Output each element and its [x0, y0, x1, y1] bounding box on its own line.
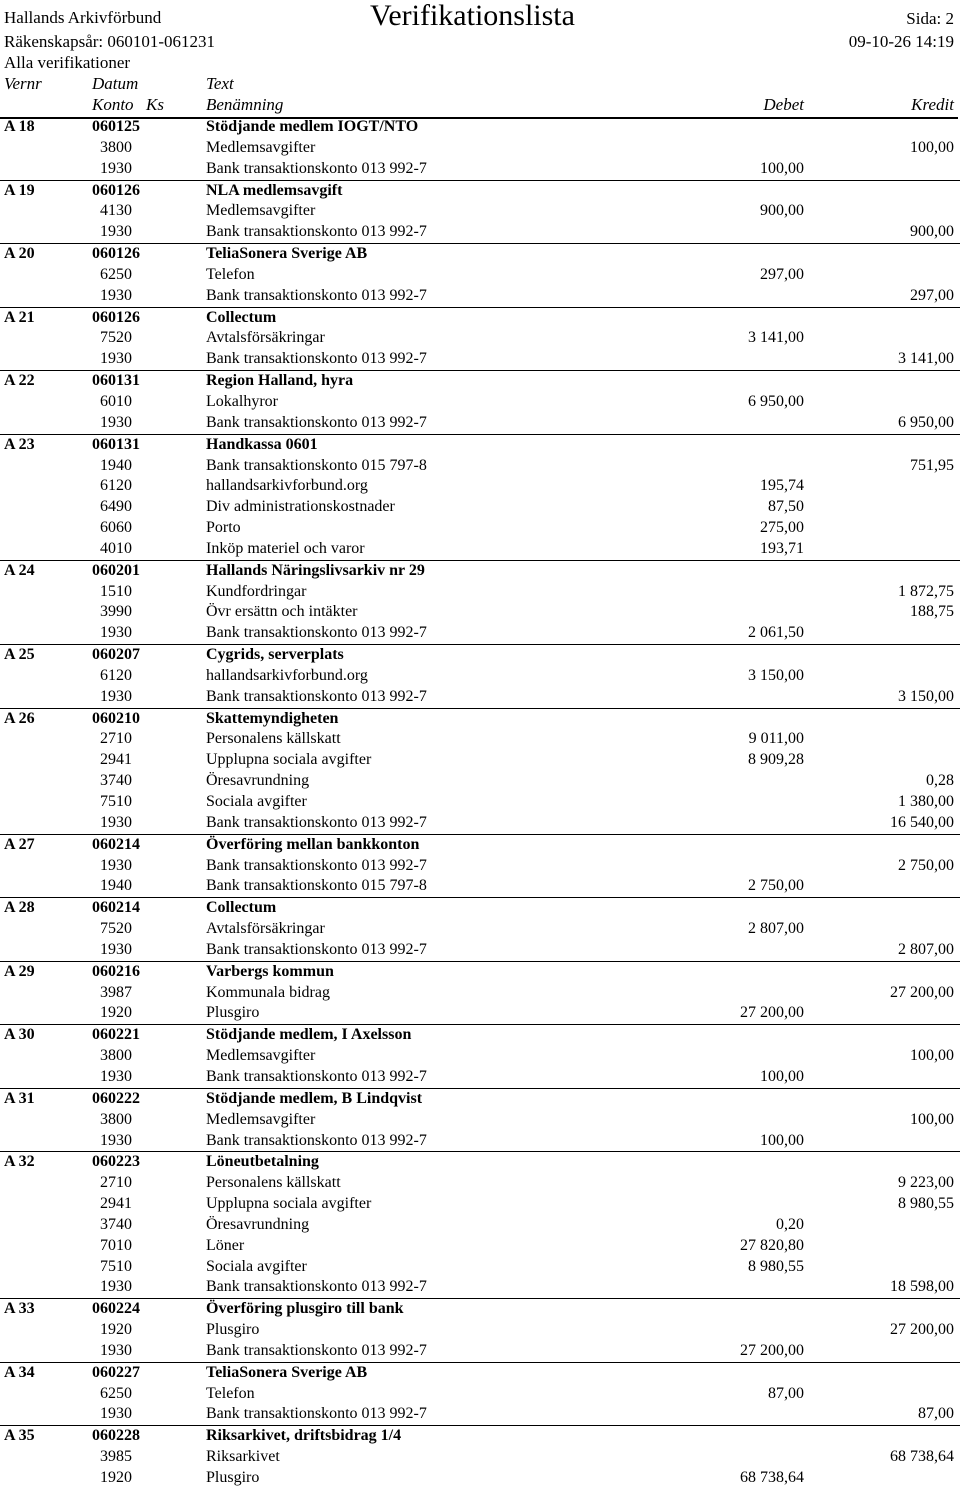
- account-name: Övr ersättn och intäkter: [206, 603, 358, 621]
- account-name: Bank transaktionskonto 013 992-7: [206, 687, 427, 705]
- verification-header-row: [0, 1089, 960, 1110]
- debet-amount: 8 980,55: [748, 1257, 804, 1275]
- verification-date: 060214: [92, 899, 140, 917]
- kredit-amount: 751,95: [910, 456, 954, 474]
- verification-number: A 30: [4, 1026, 35, 1044]
- transaction-row: [0, 602, 960, 623]
- verification-header-row: [0, 244, 960, 265]
- kredit-amount: 3 150,00: [898, 687, 954, 705]
- account-name: Bank transaktionskonto 013 992-7: [206, 940, 427, 958]
- account-name: Telefon: [206, 1384, 255, 1402]
- account-number: 7520: [100, 329, 132, 347]
- account-number: 1930: [100, 856, 132, 874]
- transaction-row: [0, 1468, 960, 1489]
- debet-amount: 2 750,00: [748, 877, 804, 895]
- transaction-row: [0, 1067, 960, 1088]
- print-timestamp: 09-10-26 14:19: [848, 32, 954, 51]
- kredit-amount: 27 200,00: [890, 1321, 954, 1339]
- account-number: 1930: [100, 1067, 132, 1085]
- account-number: 3740: [100, 1215, 132, 1233]
- verification-header-row: [0, 1152, 960, 1173]
- transaction-row: [0, 286, 960, 307]
- kredit-amount: 16 540,00: [890, 813, 954, 831]
- account-number: 1930: [100, 813, 132, 831]
- account-number: 1930: [100, 413, 132, 431]
- transaction-row: [0, 687, 960, 708]
- verification-number: A 21: [4, 308, 35, 326]
- verification-text: Cygrids, serverplats: [206, 646, 344, 664]
- verification-text: Collectum: [206, 899, 277, 917]
- kredit-amount: 1 380,00: [898, 793, 954, 810]
- verification-block: [0, 1024, 960, 1088]
- transaction-row: [0, 856, 960, 877]
- transaction-row: [0, 1341, 960, 1362]
- account-name: Inköp materiel och varor: [206, 539, 365, 557]
- verification-header-row: [0, 835, 960, 856]
- account-name: Bank transaktionskonto 013 992-7: [206, 1278, 427, 1296]
- transaction-row: [0, 456, 960, 477]
- verification-date: 060224: [92, 1300, 140, 1318]
- account-number: 3800: [100, 1047, 132, 1065]
- column-header-benamning: Benämning: [206, 95, 284, 114]
- verification-text: Stödjande medlem, B Lindqvist: [206, 1089, 423, 1107]
- verification-block: [0, 1425, 960, 1489]
- account-number: 6010: [100, 392, 132, 410]
- verification-header-row: [0, 645, 960, 666]
- account-number: 1930: [100, 1405, 132, 1423]
- account-number: 1510: [100, 582, 132, 600]
- debet-amount: 6 950,00: [748, 392, 804, 410]
- verification-text: Region Halland, hyra: [206, 372, 354, 390]
- debet-amount: 195,74: [760, 477, 804, 495]
- transaction-row: [0, 1384, 960, 1405]
- transaction-row: [0, 1194, 960, 1215]
- account-number: 6120: [100, 666, 132, 684]
- transaction-row: [0, 813, 960, 834]
- account-name: Bank transaktionskonto 013 992-7: [206, 413, 427, 431]
- verification-number: A 23: [4, 435, 35, 453]
- kredit-amount: 2 750,00: [898, 856, 954, 874]
- verification-text: Stödjande medlem IOGT/NTO: [206, 118, 419, 135]
- verification-text: Stödjande medlem, I Axelsson: [206, 1026, 412, 1044]
- transaction-row: [0, 497, 960, 518]
- verification-date: 060201: [92, 561, 140, 579]
- account-number: 1930: [100, 1278, 132, 1296]
- verification-date: 060126: [92, 181, 140, 199]
- debet-amount: 9 011,00: [748, 730, 804, 748]
- kredit-amount: 27 200,00: [890, 983, 954, 1001]
- account-name: Bank transaktionskonto 013 992-7: [206, 1341, 427, 1359]
- account-number: 1920: [100, 1321, 132, 1339]
- account-number: 6490: [100, 498, 132, 516]
- account-number: 1930: [100, 687, 132, 705]
- verification-date: 060223: [92, 1153, 140, 1171]
- verification-block: [0, 243, 960, 307]
- transaction-row: [0, 222, 960, 243]
- verification-header-row: [0, 435, 960, 456]
- debet-amount: 2 061,50: [748, 624, 804, 642]
- page-number: Sida: 2: [906, 9, 954, 28]
- verification-block: [0, 307, 960, 371]
- account-name: Avtalsförsäkringar: [206, 329, 325, 347]
- account-name: hallandsarkivforbund.org: [206, 666, 368, 684]
- account-name: Kommunala bidrag: [206, 983, 330, 1001]
- account-number: 1930: [100, 1131, 132, 1149]
- account-name: Öresavrundning: [206, 1215, 310, 1233]
- verification-header-row: [0, 117, 960, 138]
- account-number: 2941: [100, 1195, 132, 1213]
- column-header-vernr: Vernr: [4, 74, 42, 93]
- verification-number: A 19: [4, 181, 35, 199]
- verification-block: [0, 434, 960, 560]
- verification-date: 060207: [92, 646, 140, 664]
- kredit-amount: 6 950,00: [898, 413, 954, 431]
- verification-header-row: [0, 561, 960, 582]
- account-name: Plusgiro: [206, 1321, 260, 1339]
- account-number: 1940: [100, 877, 132, 895]
- debet-amount: 8 909,28: [748, 751, 804, 769]
- verification-date: 060214: [92, 835, 140, 853]
- verification-number: A 20: [4, 245, 35, 263]
- account-number: 3740: [100, 772, 132, 790]
- verification-text: Handkassa 0601: [206, 435, 318, 453]
- account-name: Medlemsavgifter: [206, 202, 316, 220]
- transaction-row: [0, 919, 960, 940]
- account-name: Bank transaktionskonto 013 992-7: [206, 624, 427, 642]
- verification-block: [0, 708, 960, 834]
- account-number: 2710: [100, 1174, 132, 1192]
- account-name: Plusgiro: [206, 1004, 260, 1022]
- account-name: Riksarkivet: [206, 1448, 280, 1466]
- verification-date: 060228: [92, 1427, 140, 1445]
- account-number: 3800: [100, 138, 132, 156]
- account-name: Upplupna sociala avgifter: [206, 1195, 372, 1213]
- account-name: Bank transaktionskonto 015 797-8: [206, 456, 427, 474]
- kredit-amount: 68 738,64: [890, 1448, 954, 1466]
- transaction-row: [0, 1131, 960, 1152]
- verification-block: [0, 117, 960, 180]
- kredit-amount: 100,00: [910, 1110, 954, 1128]
- account-number: 7010: [100, 1236, 132, 1254]
- verification-date: 060131: [92, 435, 140, 453]
- account-name: Personalens källskatt: [206, 730, 341, 748]
- transaction-row: [0, 159, 960, 180]
- transaction-row: [0, 392, 960, 413]
- verification-number: A 27: [4, 835, 35, 853]
- verification-block: [0, 961, 960, 1025]
- column-header-datum: Datum: [92, 74, 139, 93]
- account-number: 3990: [100, 603, 132, 621]
- kredit-amount: 87,00: [918, 1405, 954, 1423]
- account-number: 1920: [100, 1004, 132, 1022]
- verification-text: Varbergs kommun: [206, 962, 334, 980]
- transaction-row: [0, 138, 960, 159]
- verification-block: [0, 560, 960, 644]
- debet-amount: 27 820,80: [740, 1236, 804, 1254]
- fiscal-year: Räkenskapsår: 060101-061231: [4, 32, 216, 51]
- account-name: Avtalsförsäkringar: [206, 920, 325, 938]
- debet-amount: 193,71: [760, 539, 804, 557]
- transaction-row: [0, 476, 960, 497]
- verification-header-row: [0, 898, 960, 919]
- account-name: Löner: [206, 1236, 245, 1254]
- account-name: Div administrationskostnader: [206, 498, 395, 516]
- transaction-row: [0, 1277, 960, 1298]
- account-number: 3987: [100, 983, 132, 1001]
- verification-text: Skattemyndigheten: [206, 709, 339, 727]
- account-name: Bank transaktionskonto 013 992-7: [206, 856, 427, 874]
- account-number: 6120: [100, 477, 132, 495]
- debet-amount: 0,20: [776, 1215, 804, 1233]
- transaction-row: [0, 940, 960, 961]
- verification-block: [0, 370, 960, 434]
- verification-header-row: [0, 1025, 960, 1046]
- account-name: Sociala avgifter: [206, 793, 307, 810]
- account-number: 1930: [100, 286, 132, 304]
- debet-amount: 27 200,00: [740, 1341, 804, 1359]
- verification-number: A 35: [4, 1427, 35, 1445]
- verification-number: A 29: [4, 962, 35, 980]
- account-name: Bank transaktionskonto 015 797-8: [206, 877, 427, 895]
- verification-header-row: [0, 371, 960, 392]
- account-number: 1930: [100, 1341, 132, 1359]
- verification-text: NLA medlemsavgift: [206, 181, 343, 199]
- verification-date: 060216: [92, 962, 140, 980]
- verification-list: [0, 117, 960, 1489]
- account-name: Bank transaktionskonto 013 992-7: [206, 286, 427, 304]
- transaction-row: [0, 876, 960, 897]
- transaction-row: [0, 539, 960, 560]
- account-number: 1930: [100, 223, 132, 241]
- verification-date: 060131: [92, 372, 140, 390]
- verification-date: 060210: [92, 709, 140, 727]
- organization-name: Hallands Arkivförbund: [4, 8, 162, 27]
- verification-date: 060221: [92, 1026, 140, 1044]
- kredit-amount: 2 807,00: [898, 940, 954, 958]
- account-name: Medlemsavgifter: [206, 1047, 316, 1065]
- kredit-amount: 8 980,55: [898, 1195, 954, 1213]
- kredit-amount: 9 223,00: [898, 1174, 954, 1192]
- account-name: Lokalhyror: [206, 392, 278, 410]
- account-number: 1930: [100, 940, 132, 958]
- transaction-row: [0, 1110, 960, 1131]
- account-name: Bank transaktionskonto 013 992-7: [206, 350, 427, 368]
- transaction-row: [0, 1173, 960, 1194]
- account-name: Kundfordringar: [206, 582, 307, 600]
- verification-text: TeliaSonera Sverige AB: [206, 245, 368, 263]
- account-number: 1940: [100, 456, 132, 474]
- account-number: 7510: [100, 793, 132, 810]
- account-name: Bank transaktionskonto 013 992-7: [206, 1131, 427, 1149]
- kredit-amount: 18 598,00: [890, 1278, 954, 1296]
- debet-amount: 87,00: [768, 1384, 804, 1402]
- account-name: Bank transaktionskonto 013 992-7: [206, 1067, 427, 1085]
- account-name: Plusgiro: [206, 1469, 260, 1486]
- account-number: 4010: [100, 539, 132, 557]
- transaction-row: [0, 771, 960, 792]
- account-name: Upplupna sociala avgifter: [206, 751, 372, 769]
- verification-text: Överföring mellan bankkonton: [206, 835, 420, 853]
- verification-block: [0, 644, 960, 708]
- verification-block: [0, 180, 960, 244]
- verification-header-row: [0, 1363, 960, 1384]
- debet-amount: 27 200,00: [740, 1004, 804, 1022]
- transaction-row: [0, 201, 960, 222]
- verification-text: Överföring plusgiro till bank: [206, 1300, 404, 1318]
- transaction-row: [0, 413, 960, 434]
- account-number: 3800: [100, 1110, 132, 1128]
- account-number: 1930: [100, 350, 132, 368]
- verification-text: Collectum: [206, 308, 277, 326]
- verification-text: Hallands Näringslivsarkiv nr 29: [206, 561, 425, 579]
- verification-number: A 22: [4, 372, 35, 390]
- column-header-text: Text: [206, 74, 234, 93]
- debet-amount: 297,00: [760, 265, 804, 283]
- verification-date: 060125: [92, 118, 140, 135]
- verification-block: [0, 834, 960, 898]
- column-header-debet: Debet: [763, 95, 804, 114]
- column-header-kredit: Kredit: [911, 95, 954, 114]
- account-number: 2941: [100, 751, 132, 769]
- verification-text: Löneutbetalning: [206, 1153, 319, 1171]
- transaction-row: [0, 265, 960, 286]
- kredit-amount: 0,28: [926, 772, 954, 790]
- account-number: 3985: [100, 1448, 132, 1466]
- verification-number: A 31: [4, 1089, 35, 1107]
- debet-amount: 3 141,00: [748, 329, 804, 347]
- debet-amount: 87,50: [768, 498, 804, 516]
- verification-header-row: [0, 1426, 960, 1447]
- verification-header-row: [0, 962, 960, 983]
- verification-block: [0, 1298, 960, 1362]
- account-number: 6060: [100, 519, 132, 537]
- verification-header-row: [0, 709, 960, 730]
- kredit-amount: 297,00: [910, 286, 954, 304]
- account-name: Medlemsavgifter: [206, 1110, 316, 1128]
- verification-block: [0, 1151, 960, 1298]
- debet-amount: 2 807,00: [748, 920, 804, 938]
- verification-text: Riksarkivet, driftsbidrag 1/4: [206, 1427, 402, 1445]
- transaction-row: [0, 792, 960, 813]
- transaction-row: [0, 1215, 960, 1236]
- debet-amount: 100,00: [760, 1067, 804, 1085]
- account-name: Bank transaktionskonto 013 992-7: [206, 1405, 427, 1423]
- verification-number: A 33: [4, 1300, 35, 1318]
- account-number: 2710: [100, 730, 132, 748]
- report-title: Verifikationslista: [370, 0, 575, 32]
- column-header-ks: Ks: [146, 95, 164, 114]
- account-name: Medlemsavgifter: [206, 138, 316, 156]
- transaction-row: [0, 349, 960, 370]
- kredit-amount: 1 872,75: [898, 582, 954, 600]
- verification-number: A 18: [4, 118, 35, 135]
- transaction-row: [0, 1320, 960, 1341]
- account-name: Öresavrundning: [206, 772, 310, 790]
- account-name: Bank transaktionskonto 013 992-7: [206, 813, 427, 831]
- account-number: 4130: [100, 202, 132, 220]
- account-number: 1930: [100, 159, 132, 177]
- debet-amount: 68 738,64: [740, 1469, 804, 1486]
- verification-number: A 34: [4, 1363, 35, 1381]
- transaction-row: [0, 750, 960, 771]
- verification-block: [0, 1362, 960, 1426]
- column-header-konto: Konto: [92, 95, 134, 114]
- kredit-amount: 100,00: [910, 1047, 954, 1065]
- account-number: 6250: [100, 265, 132, 283]
- verification-header-row: [0, 181, 960, 202]
- kredit-amount: 900,00: [910, 223, 954, 241]
- verification-header-row: [0, 308, 960, 329]
- transaction-row: [0, 666, 960, 687]
- transaction-row: [0, 1236, 960, 1257]
- account-name: hallandsarkivforbund.org: [206, 477, 368, 495]
- transaction-row: [0, 729, 960, 750]
- transaction-row: [0, 1404, 960, 1425]
- account-name: Telefon: [206, 265, 255, 283]
- account-name: Sociala avgifter: [206, 1257, 307, 1275]
- transaction-row: [0, 1257, 960, 1278]
- transaction-row: [0, 983, 960, 1004]
- account-name: Personalens källskatt: [206, 1174, 341, 1192]
- selection-label: Alla verifikationer: [4, 53, 131, 72]
- verification-block: [0, 897, 960, 961]
- verification-number: A 24: [4, 561, 35, 579]
- verification-date: 060126: [92, 308, 140, 326]
- transaction-row: [0, 623, 960, 644]
- verification-block: [0, 1088, 960, 1152]
- transaction-row: [0, 1447, 960, 1468]
- debet-amount: 3 150,00: [748, 666, 804, 684]
- verification-header-row: [0, 1299, 960, 1320]
- kredit-amount: 100,00: [910, 138, 954, 156]
- debet-amount: 100,00: [760, 1131, 804, 1149]
- account-number: 6250: [100, 1384, 132, 1402]
- debet-amount: 275,00: [760, 519, 804, 537]
- account-number: 1930: [100, 624, 132, 642]
- account-number: 7510: [100, 1257, 132, 1275]
- verification-date: 060126: [92, 245, 140, 263]
- verification-text: TeliaSonera Sverige AB: [206, 1363, 368, 1381]
- transaction-row: [0, 518, 960, 539]
- transaction-row: [0, 328, 960, 349]
- kredit-amount: 3 141,00: [898, 350, 954, 368]
- verification-number: A 32: [4, 1153, 35, 1171]
- account-name: Bank transaktionskonto 013 992-7: [206, 223, 427, 241]
- verification-number: A 26: [4, 709, 35, 727]
- verification-number: A 28: [4, 899, 35, 917]
- account-number: 1920: [100, 1469, 132, 1486]
- account-name: Bank transaktionskonto 013 992-7: [206, 159, 427, 177]
- transaction-row: [0, 582, 960, 603]
- verification-number: A 25: [4, 646, 35, 664]
- verification-date: 060227: [92, 1363, 140, 1381]
- account-name: Porto: [206, 519, 241, 537]
- transaction-row: [0, 1046, 960, 1067]
- transaction-row: [0, 1003, 960, 1024]
- debet-amount: 900,00: [760, 202, 804, 220]
- kredit-amount: 188,75: [910, 603, 954, 621]
- debet-amount: 100,00: [760, 159, 804, 177]
- account-number: 7520: [100, 920, 132, 938]
- verification-date: 060222: [92, 1089, 140, 1107]
